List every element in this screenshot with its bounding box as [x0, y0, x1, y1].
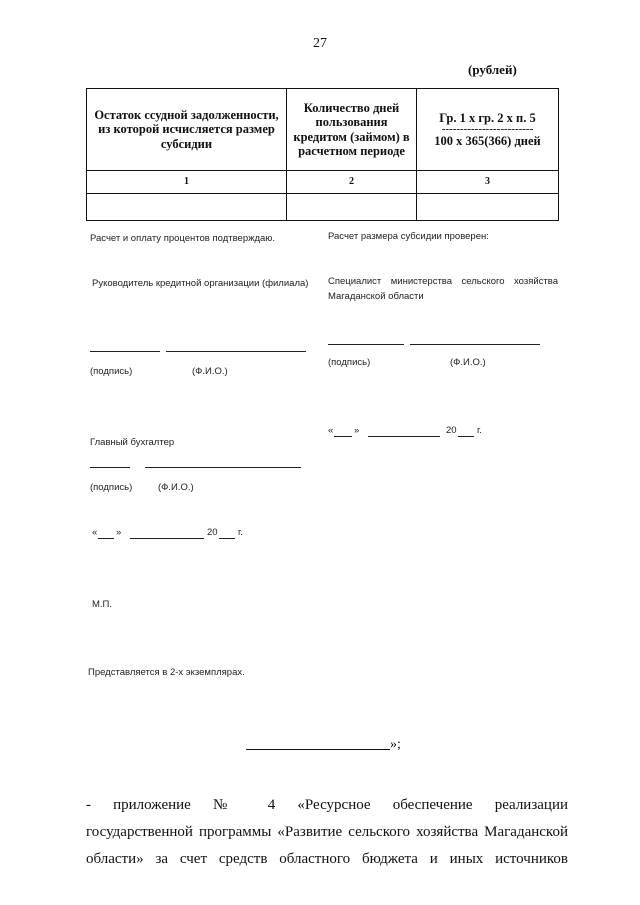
fio-label: (Ф.И.О.)	[192, 366, 228, 377]
formula-denominator: 100 х 365(366) дней	[434, 134, 541, 148]
column-number: 2	[287, 171, 417, 194]
header-loan-balance: Остаток ссудной задолженности, из которой исчисляется размер субсидии	[87, 89, 287, 171]
column-number-row	[87, 171, 559, 194]
formula-numerator: Гр. 1 х гр. 2 х п. 5	[439, 110, 536, 125]
column-number: 1	[87, 171, 287, 194]
table-header-row	[87, 89, 559, 171]
checked-text: Расчет размера субсидии проверен:	[328, 231, 489, 242]
signature-label: (подпись)	[90, 366, 133, 377]
closing-underline	[246, 749, 390, 750]
confirm-text: Расчет и оплату процентов подтверждаю.	[90, 233, 276, 244]
copies-note: Представляется в 2-х экземплярах.	[88, 667, 245, 678]
empty-cell	[287, 194, 417, 221]
header-days-count: Количество дней пользования кредитом (займом) в расчетном периоде	[287, 89, 417, 171]
paragraph-line: - приложение № 4 «Ресурсное обеспечение реализации	[86, 797, 568, 813]
subsidy-calculation-table	[86, 88, 559, 221]
specialist-title: Специалист министерства сельского хозяйства Магаданской области	[328, 276, 558, 302]
signature-line	[90, 351, 160, 352]
empty-cell	[87, 194, 287, 221]
fio-label: (Ф.И.О.)	[158, 482, 194, 493]
fio-label: (Ф.И.О.)	[450, 357, 486, 368]
signature-line	[328, 344, 404, 345]
empty-data-row	[87, 194, 559, 221]
paragraph-line: государственной программы «Развитие сельского хозяйства Магаданской	[86, 824, 568, 840]
column-number: 3	[417, 171, 559, 194]
fio-line	[145, 467, 301, 468]
signature-label: (подпись)	[328, 357, 371, 368]
stamp-placeholder: М.П.	[92, 599, 113, 610]
fio-line	[410, 344, 540, 345]
empty-cell	[417, 194, 559, 221]
formula-dash-line: -------------------------	[441, 123, 534, 135]
signature-line	[90, 467, 130, 468]
closing-quote: »;	[390, 737, 401, 752]
bank-head-title: Руководитель кредитной организации (филиала)	[92, 278, 309, 289]
units-note: (рублей)	[468, 62, 517, 77]
chief-accountant-title: Главный бухгалтер	[90, 437, 175, 448]
paragraph-line: области» за счет средств областного бюджета и иных источников	[86, 851, 568, 867]
fio-line	[166, 351, 306, 352]
header-formula	[417, 89, 559, 171]
signature-label: (подпись)	[90, 482, 133, 493]
page-number: 27	[313, 36, 327, 51]
